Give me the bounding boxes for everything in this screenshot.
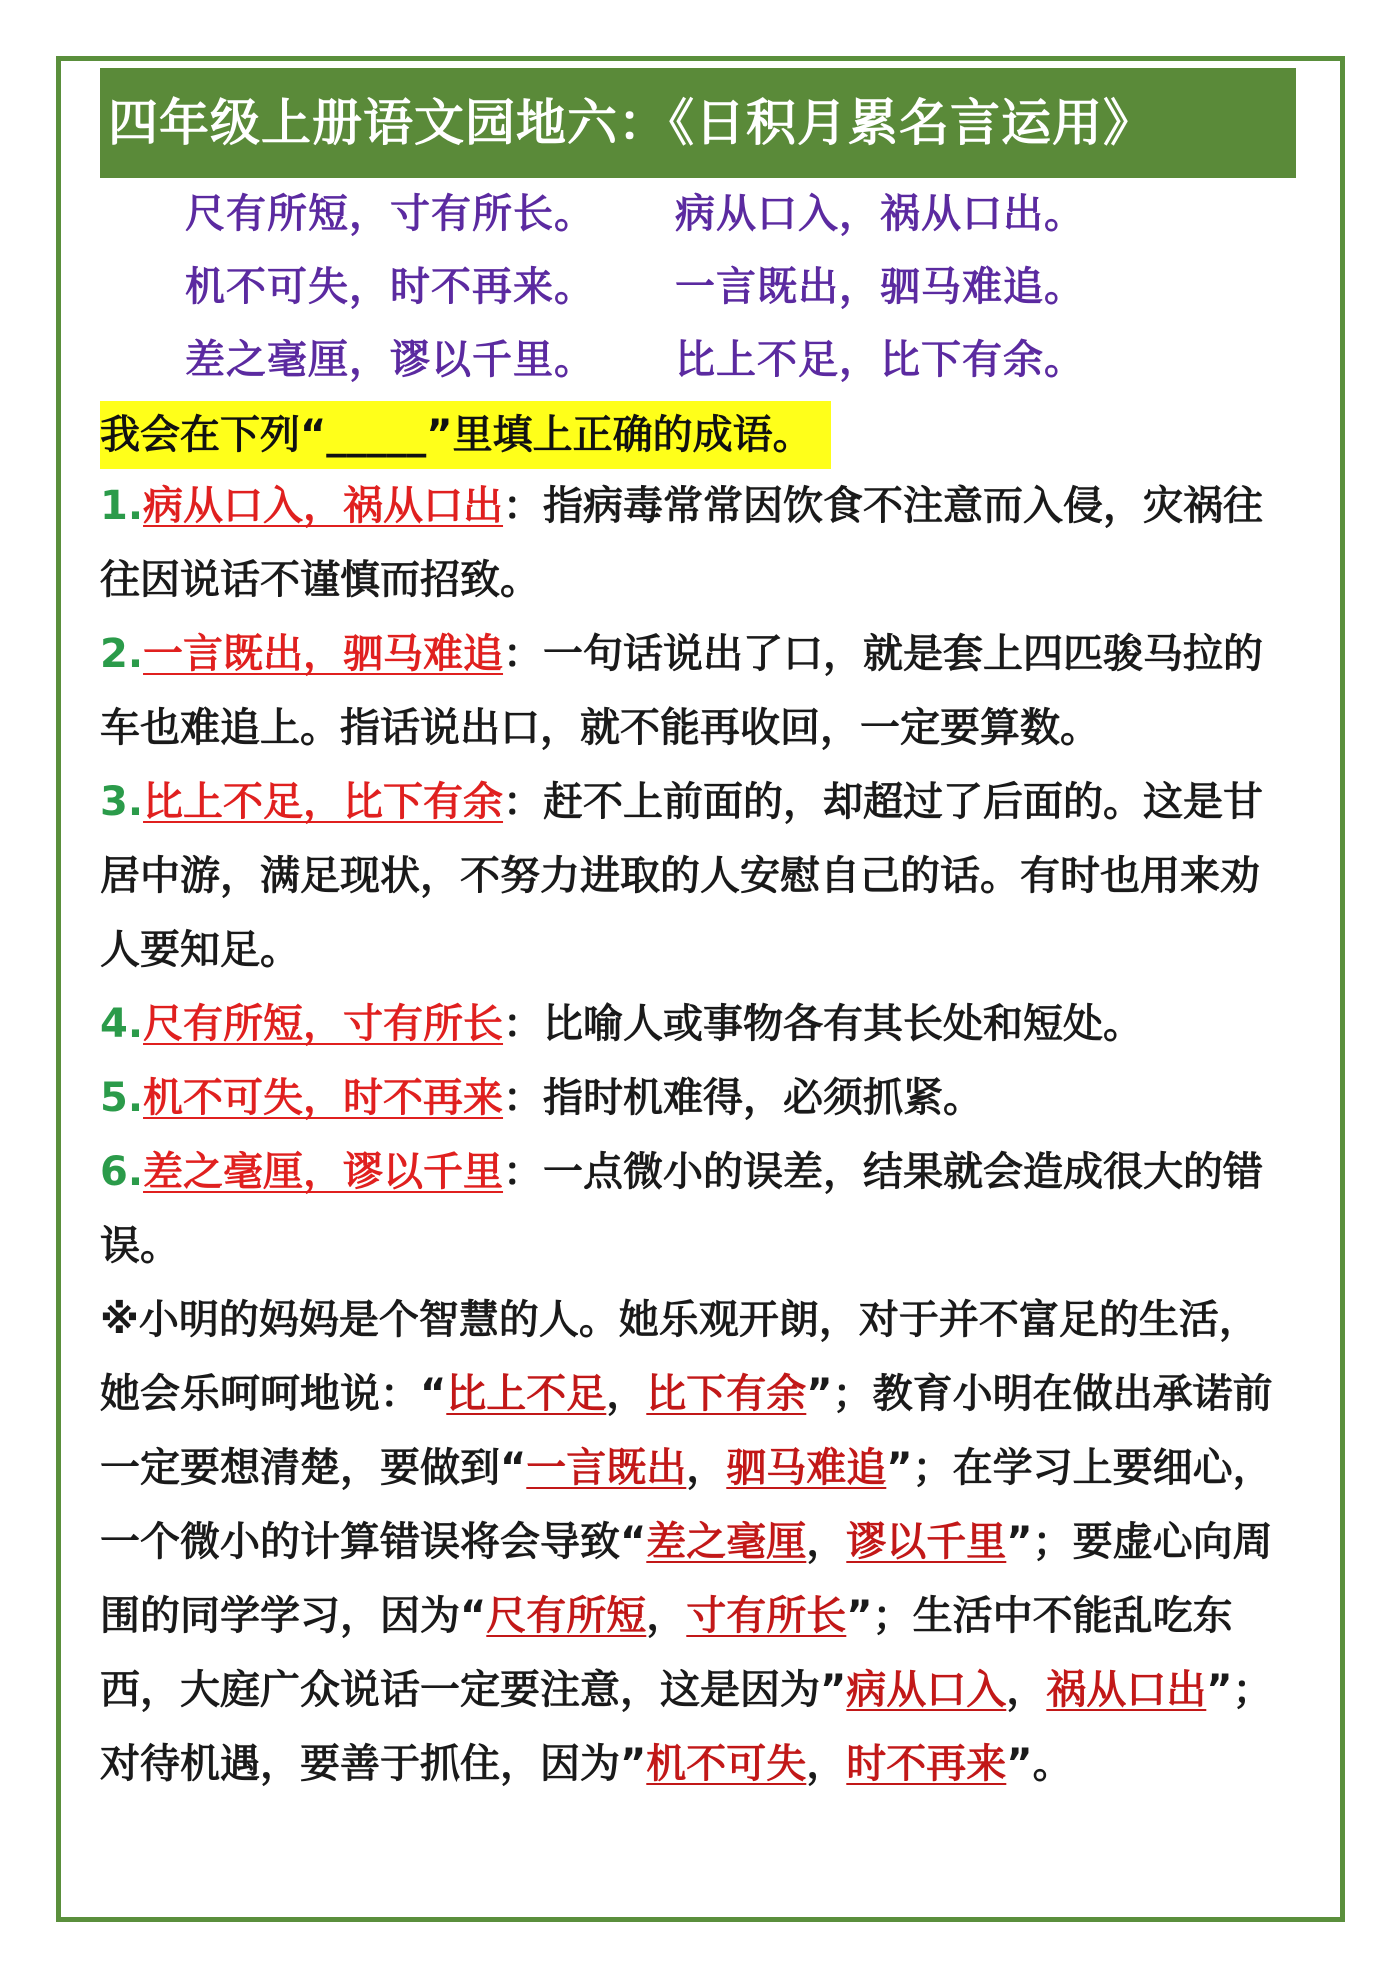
item-explanation: 比喻人或事物各有其长处和短处。 [543,1001,1144,1047]
exercise-item-2 [100,617,1296,765]
item-explanation: 一句话说出了口，就是套上四匹骏马拉的车也难追上。指话说出口，就不能再收回，一定要算数。 [100,631,1264,751]
page-title: 四年级上册语文园地六：《日积月累名言运用》 [100,68,1296,178]
item-separator: ： [503,483,544,529]
story-answer: 尺有所短 [486,1593,647,1639]
story-text: ， [606,1371,647,1417]
item-number: 3. [100,779,144,825]
story-paragraph [100,1283,1296,1801]
story-answer: 比上不足 [446,1371,607,1417]
idiom-item: 机不可失，时不再来。 [185,264,595,310]
story-answer: 时不再来 [846,1741,1007,1787]
story-answer: 谬以千里 [846,1519,1007,1565]
item-explanation: 指病毒常常因饮食不注意而入侵，灾祸往往因说话不谨慎而招致。 [100,483,1264,603]
item-number: 1. [100,483,144,529]
exercise-item-6 [100,1135,1296,1283]
story-answer: 比下有余 [646,1371,807,1417]
exercise-instruction: 我会在下列“_____”里填上正确的成语。 [100,401,831,469]
item-answer: 尺有所短，寸有所长 [143,1001,504,1047]
story-answer: 寸有所长 [686,1593,847,1639]
item-answer: 差之毫厘，谬以千里 [143,1149,504,1195]
item-separator: ： [503,1149,544,1195]
item-answer: 机不可失，时不再来 [143,1075,504,1121]
item-answer: 病从口入，祸从口出 [143,483,504,529]
story-text: ”；要虚心向周围的同学学习，因为“ [100,1519,1273,1639]
item-separator: ： [503,1001,544,1047]
idiom-list [185,178,1185,397]
item-number: 4. [100,1001,144,1047]
story-text: ， [806,1741,847,1787]
story-text: ”；在学习上要细心，一个微小的计算错误将会导致“ [100,1445,1273,1565]
story-text: ， [806,1519,847,1565]
story-answer: 机不可失 [646,1741,807,1787]
item-number: 6. [100,1149,144,1195]
exercise-item-5 [100,1061,1296,1135]
story-answer: 驷马难追 [726,1445,887,1491]
item-answer: 比上不足，比下有余 [143,779,504,825]
item-number: 5. [100,1075,144,1121]
item-answer: 一言既出，驷马难追 [143,631,504,677]
item-separator: ： [503,779,544,825]
story-text: ”；教育小明在做出承诺前一定要想清楚，要做到“ [100,1371,1273,1491]
story-text: ， [646,1593,687,1639]
exercise-item-4 [100,987,1296,1061]
item-separator: ： [503,631,544,677]
idiom-item: 差之毫厘，谬以千里。 [185,337,595,383]
story-text: ※小明的妈妈是个智慧的人。她乐观开朗，对于并不富足的生活，她会乐呵呵地说：“ [100,1297,1259,1417]
story-text: ， [1006,1667,1047,1713]
story-text: ， [686,1445,727,1491]
story-text: ”；生活中不能乱吃东西，大庭广众说话一定要注意，这是因为” [100,1593,1233,1713]
story-text: ”。 [1006,1741,1073,1787]
exercise-item-3 [100,765,1296,987]
item-separator: ： [503,1075,544,1121]
story-answer: 祸从口出 [1046,1667,1207,1713]
item-explanation: 赶不上前面的，却超过了后面的。这是甘居中游，满足现状，不努力进取的人安慰自己的话。有时也用来劝人要知足。 [100,779,1264,973]
idiom-item: 尺有所短，寸有所长。 [185,191,595,237]
idiom-item: 一言既出，驷马难追。 [675,264,1085,310]
exercise-item-1 [100,469,1296,617]
story-answer: 差之毫厘 [646,1519,807,1565]
story-answer: 一言既出 [526,1445,687,1491]
item-number: 2. [100,631,144,677]
content [100,178,1296,1801]
story-text: ”；对待机遇，要善于抓住，因为” [100,1667,1273,1787]
idiom-item: 比上不足，比下有余。 [675,337,1085,383]
story-answer: 病从口入 [846,1667,1007,1713]
item-explanation: 一点微小的误差，结果就会造成很大的错误。 [100,1149,1264,1269]
item-explanation: 指时机难得，必须抓紧。 [543,1075,984,1121]
idiom-item: 病从口入，祸从口出。 [675,191,1085,237]
